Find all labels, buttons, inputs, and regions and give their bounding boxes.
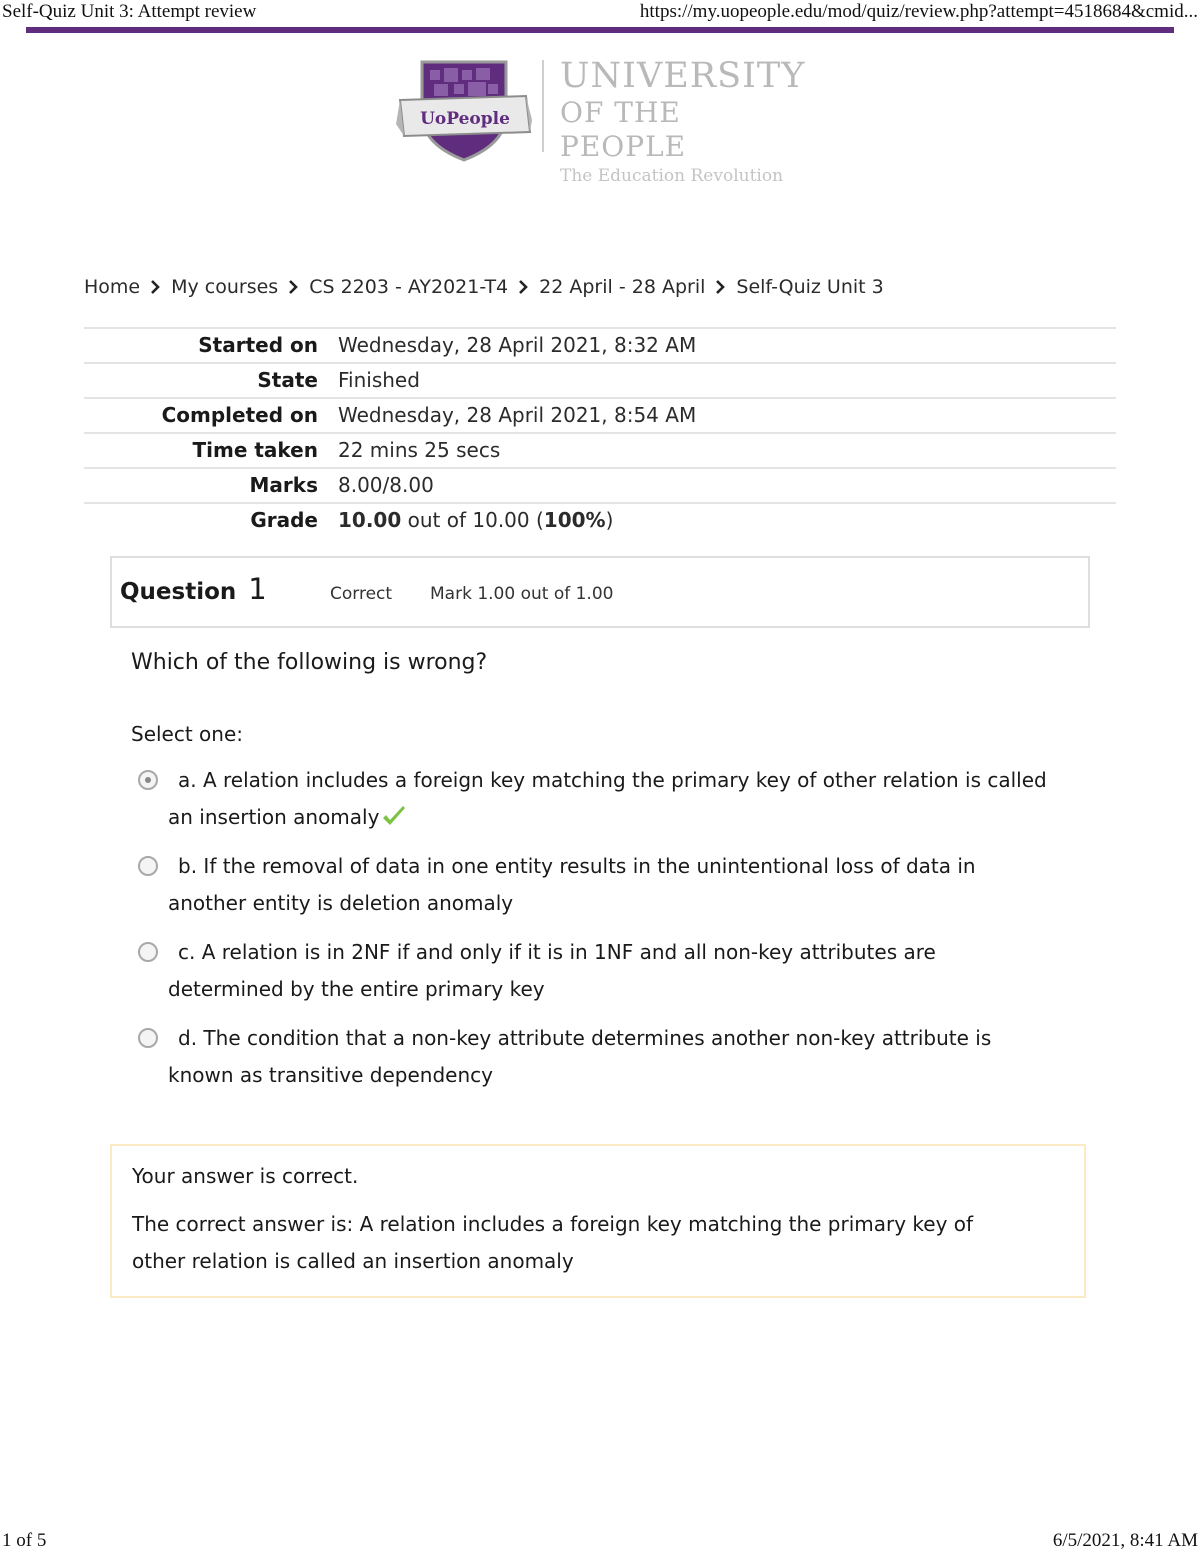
answer-letter: c. (178, 940, 196, 964)
answer-label (168, 762, 1048, 836)
answer-text: A relation is in 2NF if and only if it is in 1NF and all non-key attributes are determined by the entire primary key (168, 940, 936, 1001)
logo-tagline: The Education Revolution (560, 166, 784, 186)
answer-label (168, 934, 1048, 1008)
question-number-value: 1 (248, 572, 267, 606)
marks-value: 8.00/8.00 (338, 473, 434, 497)
university-logo[interactable] (396, 52, 816, 186)
print-footer (0, 1530, 1200, 1552)
question-text: Which of the following is wrong? (131, 650, 488, 675)
radio-icon[interactable] (138, 1028, 158, 1048)
time-value: 22 mins 25 secs (338, 438, 501, 462)
breadcrumb-week[interactable]: 22 April - 28 April (539, 276, 706, 298)
breadcrumb-course[interactable]: CS 2203 - AY2021-T4 (309, 276, 509, 298)
print-page-url: https://my.uopeople.edu/mod/quiz/review.php?attempt=4518684&cmid... (639, 1, 1198, 22)
attempt-summary-table (84, 327, 1116, 537)
answer-option-b[interactable] (136, 844, 1036, 930)
answer-label (168, 1020, 1048, 1094)
radio-icon[interactable] (138, 770, 158, 790)
grade-label: Grade (250, 508, 318, 532)
answer-letter: b. (178, 854, 198, 878)
check-icon (381, 804, 407, 830)
state-value: Finished (338, 368, 420, 392)
answer-option-d[interactable] (136, 1016, 1036, 1102)
summary-row-grade (84, 503, 1116, 537)
chevron-right-icon (715, 280, 725, 294)
radio-icon[interactable] (138, 942, 158, 962)
question-number (120, 572, 267, 606)
answer-label (168, 848, 1048, 922)
summary-row-started (84, 328, 1116, 363)
completed-value: Wednesday, 28 April 2021, 8:54 AM (338, 403, 697, 427)
print-datetime: 6/5/2021, 8:41 AM (1052, 1530, 1198, 1551)
radio-icon[interactable] (138, 856, 158, 876)
print-page-title: Self-Quiz Unit 3: Attempt review (2, 1, 257, 22)
logo-divider (542, 60, 544, 152)
summary-row-marks (84, 468, 1116, 503)
question-info-box (110, 556, 1090, 628)
summary-row-state (84, 363, 1116, 398)
uopeople-shield-logo (396, 52, 532, 162)
logo-line-1: UNIVERSITY (560, 56, 806, 96)
grade-close: ) (605, 508, 614, 532)
completed-label: Completed on (161, 403, 318, 427)
logo-wordmark (560, 56, 816, 188)
grade-score: 10.00 (338, 508, 402, 532)
breadcrumb-quiz[interactable]: Self-Quiz Unit 3 (736, 276, 884, 298)
chevron-right-icon (288, 280, 298, 294)
answer-letter: a. (178, 768, 197, 792)
chevron-right-icon (518, 280, 528, 294)
logo-badge-text: UoPeople (420, 109, 510, 129)
breadcrumb (84, 276, 884, 298)
answer-letter: d. (178, 1026, 198, 1050)
question-grade: Mark 1.00 out of 1.00 (430, 584, 614, 604)
grade-value (328, 503, 1116, 537)
time-label: Time taken (192, 438, 318, 462)
answer-text: If the removal of data in one entity results in the unintentional loss of data in another entity is deletion anomaly (168, 854, 976, 915)
breadcrumb-my-courses[interactable]: My courses (171, 276, 279, 298)
correct-answer-text: The correct answer is: A relation includes a foreign key matching the primary key of other relation is called an insertion anomaly (132, 1212, 974, 1273)
select-one-prompt: Select one: (131, 722, 244, 746)
question-heading: Question (120, 579, 237, 605)
breadcrumb-home[interactable]: Home (84, 276, 141, 298)
feedback-result: Your answer is correct. (132, 1164, 359, 1188)
started-value: Wednesday, 28 April 2021, 8:32 AM (338, 333, 697, 357)
state-label: State (257, 368, 318, 392)
grade-percent: 100% (543, 508, 606, 532)
answer-option-c[interactable] (136, 930, 1036, 1016)
answer-option-a[interactable] (136, 758, 1047, 844)
print-header (0, 0, 1200, 26)
chevron-right-icon (150, 280, 160, 294)
answer-text: A relation includes a foreign key matching the primary key of other relation is called an insertion anomaly (168, 768, 1047, 829)
summary-row-completed (84, 398, 1116, 433)
grade-out-of: out of 10.00 ( (401, 508, 544, 532)
feedback-box (110, 1144, 1086, 1298)
logo-line-2: OF THE PEOPLE (560, 96, 687, 163)
started-label: Started on (198, 333, 318, 357)
page-count: 1 of 5 (2, 1530, 47, 1551)
brand-bar (26, 27, 1174, 33)
answer-options (136, 758, 1047, 1102)
marks-label: Marks (249, 473, 318, 497)
question-state: Correct (330, 584, 393, 604)
answer-text: The condition that a non-key attribute determines another non-key attribute is known as transitive dependency (168, 1026, 992, 1087)
summary-row-time (84, 433, 1116, 468)
